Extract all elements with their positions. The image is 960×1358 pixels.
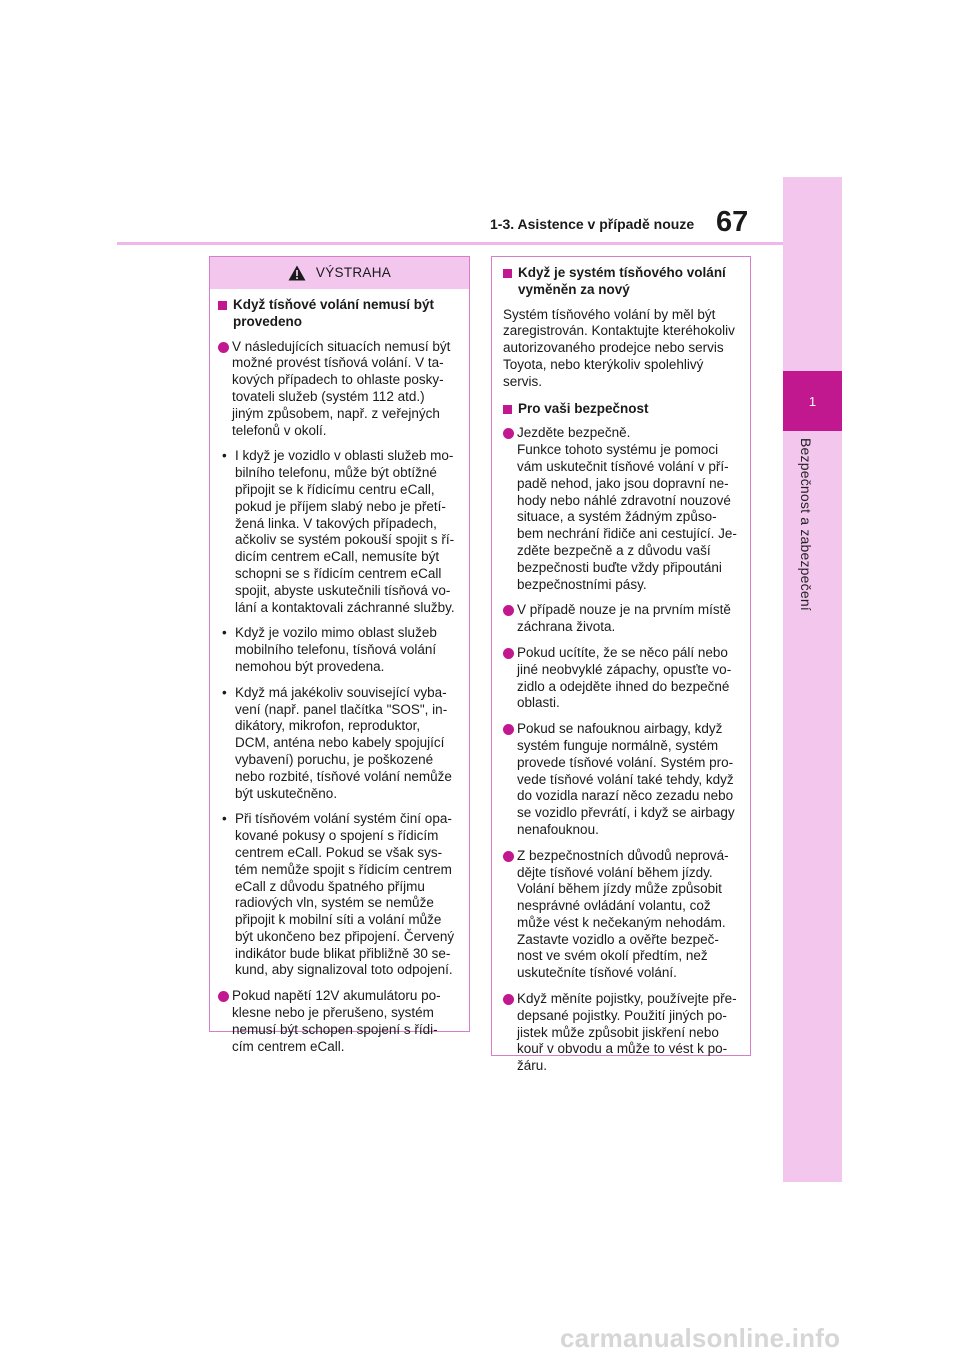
square-bullet-icon (503, 405, 512, 414)
watermark: carmanualsonline.info (560, 1323, 841, 1353)
page-number: 67 (716, 206, 749, 238)
section-title: 1-3. Asistence v případě nouze (490, 216, 695, 232)
list-item: • Když je vozilo mimo oblast služeb mobilního telefonu, tísňová volání nemohou být provedena. (222, 625, 437, 674)
warning-header (210, 257, 469, 289)
list-item: Pokud se nafouknou airbagy, když systém funguje normálně, systém provede tísňové volání. Systém pro- vede tísňové volání také tehdy, když do vozidla narazí něco zezadu nebo se vozidlo převrátí, i když se airbagy nenafouknou. (503, 721, 740, 839)
chapter-title: Bezpečnost a zabezpečení (798, 438, 814, 611)
list-item: • Když má jakékoliv související vyba- vení (např. panel tlačítka "SOS", in- dikátory, mikrofon, reproduktor, DCM, anténa nebo kabely spojující vybavení) poruchu, je poškozené nebo rozbité, tísňové volání nemůže být uskutečněno. (222, 684, 452, 801)
header-rule (117, 242, 783, 245)
list-item: Pokud ucítíte, že se něco pálí nebo jiné neobvyklé zápachy, opusťte vo- zidlo a odejděte ihned do bezpečné oblasti. (503, 645, 740, 712)
list-item: Z bezpečnostních důvodů neprová- děјte tísňové volání během jízdy. Volání během jízdy může způsobit nesprávné ovládání volantu, což může vést k nečekaným nehodám. Zastavte vozidlo a ověřte bezpeč- nost ve svém okolí předtím, než uskutečníte tísňové volání. (503, 848, 740, 982)
warning-heading: Když tísňové volání nemusí být provedeno (218, 297, 461, 331)
circle-bullet-icon (503, 724, 514, 735)
list-item: Pokud napětí 12V akumulátoru po- klesne nebo je přerušeno, systém nemusí být schopen spojení s řídi- cím centrem eCall. (218, 988, 461, 1055)
list-item: • Při tísňovém volání systém činí opa- kované pokusy o spojení s řídicím centrem eCall. Pokud se však sys- tém nemůže spojit s řídicím centrem eCall z důvodu špatného příjmu radiových vln, systém se nemůže připojit k mobilní síti a volání může být ukončeno bez připojení. Červený indikátor bude blikat přibližně 30 se- kund, aby signalizoval toto odpojení. (222, 811, 455, 978)
circle-bullet-icon (503, 648, 514, 659)
circle-bullet-icon (503, 605, 514, 616)
warning-triangle-icon (288, 265, 306, 281)
info-box (491, 256, 751, 1074)
warning-box (209, 256, 470, 1054)
chapter-number: 1 (783, 371, 842, 431)
circle-bullet-icon (218, 342, 229, 353)
list-item: Jezděte bezpečně. Funkce tohoto systému je pomoci vám uskutečnit tísňové volání v pří- padě nehod, jako jsou dopravní ne- hody nebo náhlé zdravotní nouzové situace, a systém žádným způso- bem nechrání řidiče ani cestující. Je- zděte bezpečně a z důvodu vaší bezpečnosti buďte vždy připoutáni bezpečnostními pásy. (503, 425, 740, 593)
list-item: • I když je vozidlo v oblasti služeb mo- bilního telefonu, může být obtížné připojit se k řídicímu centru eCall, pokud je příjem slabý nebo je přetí- žená linka. V takových případech, ačkoliv se systém pokouší spojit s ří- dicím centrem eCall, nemusíte být schopni se s řídicím centrem eCall spojit, abyste uskutečnili tísňová vo- lání a kontaktovali záchranné služby. (222, 448, 455, 615)
info-heading-safety: Pro vaši bezpečnost (503, 401, 740, 418)
list-item: Když měníte pojistky, používejte pře- depsané pojistky. Použití jiných po- jistek může způsobit jiskření nebo kouř v obvodu a může to vést k po- žáru. (503, 991, 740, 1075)
circle-bullet-icon (503, 851, 514, 862)
list-item: V případě nouze je na prvním místě záchrana života. (503, 602, 740, 636)
square-bullet-icon (218, 301, 227, 310)
list-item: V následujících situacích nemusí být možné provést tísňová volání. V ta- kových případech to ohlaste posky- tovateli služeb (systém 112 atd.) jiným způsobem, např. z veřejných telefonů v okolí. (218, 339, 461, 440)
square-bullet-icon (503, 269, 512, 278)
circle-bullet-icon (503, 428, 514, 439)
circle-bullet-icon (503, 994, 514, 1005)
info-paragraph: Systém tísňového volání by měl být zaregistrován. Kontaktujte kteréhokoliv autorizovaného prodejce nebo servis Toyota, nebo kterýkoliv spolehlivý servis. (503, 306, 735, 389)
warning-title: VÝSTRAHA (315, 264, 392, 280)
info-heading-replacement: Když je systém tísňového volání vyměněn za nový (503, 265, 740, 299)
circle-bullet-icon (218, 991, 229, 1002)
side-tab (783, 177, 842, 1182)
